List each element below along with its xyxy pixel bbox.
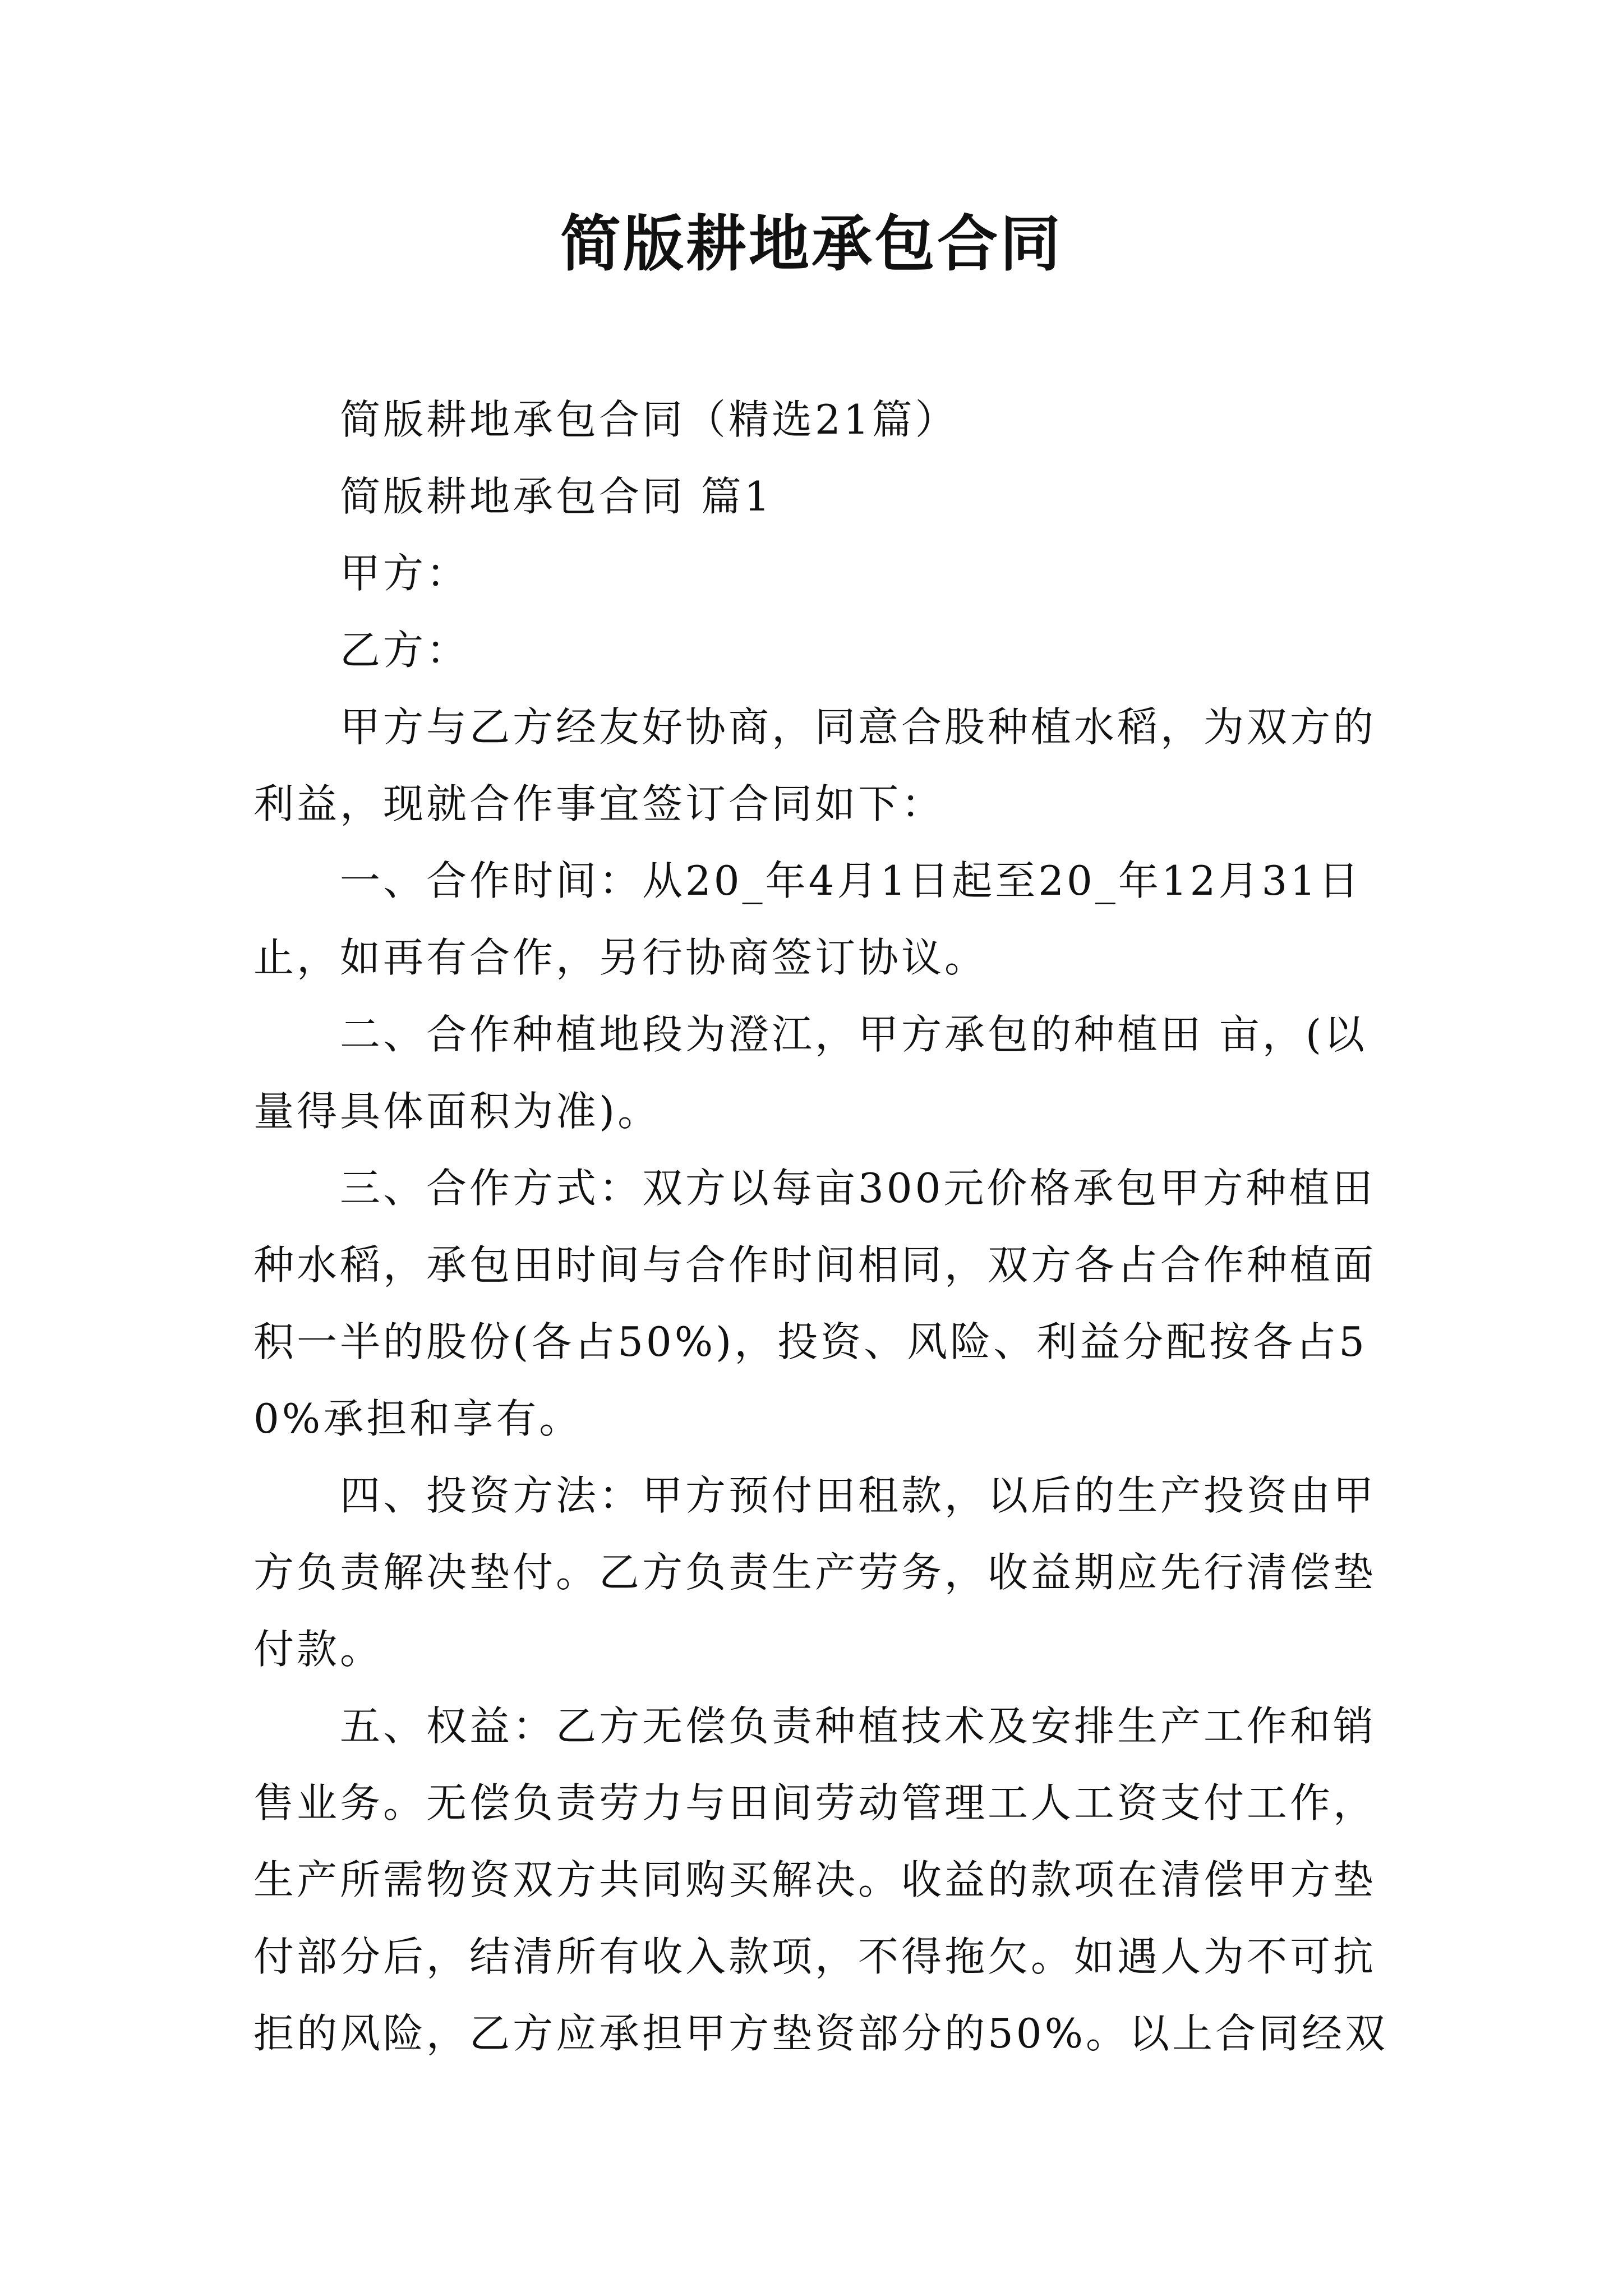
clause-4-paragraph: 四、投资方法：甲方预付田租款，以后的生产投资由甲方负责解决垫付。乙方负责生产劳务，收益期应先行清偿垫付款。 (253, 1472, 1377, 1673)
document-title: 简版耕地承包合同 (560, 209, 1063, 279)
section-heading: 简版耕地承包合同 篇1 (340, 473, 773, 520)
clause-3-paragraph: 三、合作方式：双方以每亩300元价格承包甲方种植田种水稻，承包田时间与合作时间相同，双方各占合作种植面积一半的股份(各占50%)，投资、风险、利益分配按各占50%承担和享有。 (253, 1165, 1377, 1442)
document-subtitle: 简版耕地承包合同（精选21篇） (340, 396, 958, 443)
clause-2-paragraph: 二、合作种植地段为澄江，甲方承包的种植田 亩，(以量得具体面积为准)。 (253, 1011, 1367, 1135)
party-b-line: 乙方： (340, 627, 470, 674)
intro-paragraph: 甲方与乙方经友好协商，同意合股种植水稻，为双方的利益，现就合作事宜签订合同如下： (253, 703, 1377, 827)
party-a-line: 甲方： (340, 550, 470, 597)
clause-1-paragraph: 一、合作时间：从20_年4月1日起至20_年12月31日止，如再有合作，另行协商签订协议。 (253, 857, 1362, 981)
document-body (253, 381, 1389, 2072)
clause-5-paragraph: 五、权益：乙方无偿负责种植技术及安排生产工作和销售业务。无偿负责劳力与田间劳动管理工人工资支付工作，生产所需物资双方共同购买解决。收益的款项在清偿甲方垫付部分后，结清所有收入款项，不得拖欠。如遇人为不可抗拒的风险，乙方应承担甲方垫资部分的50%。以上合同经双 (253, 1703, 1389, 2057)
